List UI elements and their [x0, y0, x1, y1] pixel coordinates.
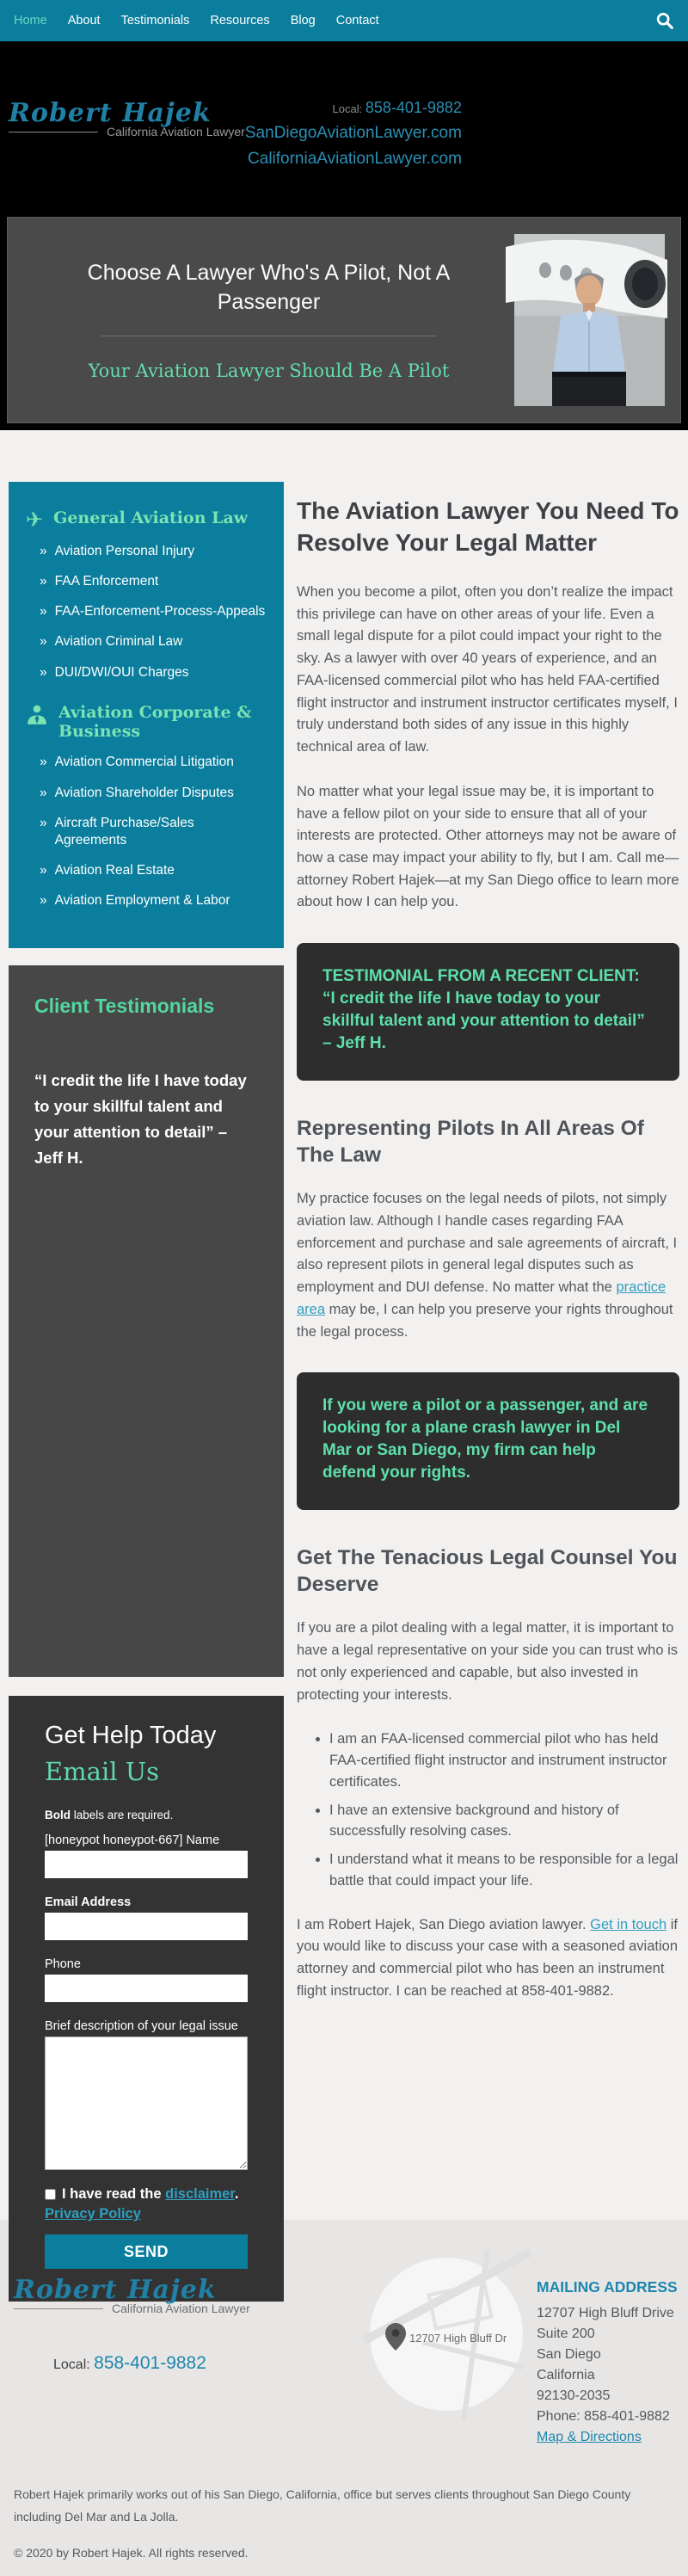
site-logo[interactable] — [9, 98, 245, 167]
footer-phone-link[interactable]: 858-401-9882 — [94, 2353, 206, 2373]
sidebar-item-label: Aircraft Purchase/Sales Agreements — [54, 815, 194, 847]
testimonial-quote: “I credit the life I have today to your skillful talent and your attention to detail” – Jeff H. — [34, 1071, 247, 1168]
footer-local-line — [14, 2353, 370, 2374]
hero-subtitle: Your Aviation Lawyer Should Be A Pilot — [88, 361, 450, 382]
sidebar-item-label: FAA Enforcement — [54, 574, 159, 589]
disclaimer-checkbox[interactable] — [45, 2189, 56, 2200]
article-content — [297, 482, 679, 2024]
disclaimer-label: I have read the disclaimer. — [62, 2186, 239, 2203]
nav-item-contact[interactable]: Contact — [335, 14, 379, 28]
practice-paragraph: My practice focuses on the legal needs of pilots, not simply aviation law. Although I handle cases regarding FAA enforcement and purchase and sale agreements of aircraft, I also represent pilots in general legal disputes such as employment and DUI defense. No matter what the practice area may be, I can help you preserve your rights throughout the legal process. — [297, 1191, 678, 1340]
sidebar-group-general-aviation[interactable] — [26, 509, 267, 530]
phone-input[interactable] — [45, 1975, 248, 2002]
map-block — [427, 2281, 494, 2331]
chevron-right-icon: » — [40, 664, 47, 680]
main-section — [0, 430, 688, 2260]
businessman-icon — [26, 704, 48, 726]
nav-item-testimonials[interactable]: Testimonials — [120, 14, 190, 28]
form-required-note: Bold labels are required. — [45, 1809, 174, 1822]
list-item: • I understand what it means to be responsible for a legal battle that could impact your life. — [329, 1849, 679, 1892]
sidebar-item-label: Aviation Employment & Labor — [54, 893, 230, 909]
nav-item-resources[interactable]: Resources — [210, 14, 270, 28]
local-label: Local: — [332, 102, 366, 115]
chevron-right-icon: » — [40, 862, 47, 878]
email-input[interactable] — [45, 1913, 248, 1940]
office-map-thumbnail — [370, 2258, 523, 2411]
privacy-policy-link[interactable]: Privacy Policy — [45, 2206, 141, 2222]
map-street-label: 12707 High Bluff Dr — [409, 2332, 507, 2345]
nav-item-blog[interactable]: Blog — [290, 14, 316, 28]
section-heading-tenacious-counsel: Get The Tenacious Legal Counsel You Deserve — [297, 1545, 678, 1597]
practice-areas-nav — [9, 482, 284, 948]
sidebar-item-faa-appeals[interactable] — [40, 603, 267, 620]
logo-name: Robert Hajek — [9, 98, 212, 128]
testimonials-widget-title: Client Testimonials — [34, 995, 215, 1018]
footer-logo-name: Robert Hajek — [14, 2275, 217, 2305]
footer-local-label: Local: — [53, 2357, 95, 2372]
name-field-label: [honeypot honeypot-667] Name — [45, 1833, 220, 1848]
list-item: • I have an extensive background and history of successfully resolving cases. — [329, 1800, 679, 1843]
footer-phone-line: Phone: 858-401-9882 — [537, 2409, 670, 2424]
chevron-right-icon: » — [40, 574, 47, 589]
chevron-right-icon: » — [40, 755, 47, 770]
address-line: Suite 200 — [537, 2326, 595, 2341]
sidebar-item-label: Aviation Commercial Litigation — [54, 755, 234, 770]
sidebar-item-real-estate[interactable] — [40, 862, 267, 879]
chevron-right-icon: » — [40, 604, 47, 619]
copyright-notice: © 2020 by Robert Hajek. All rights reserved. — [14, 2545, 249, 2560]
intro-paragraph: When you become a pilot, often you don’t realize the impact this privilege can have on other areas of your life. Even a small legal dispute for a pilot could impact your right to the sky. As a lawyer with over 40 years of experience, and an FAA-licensed commercial pilot who has held FAA-certified flight instructor and instrument instructor certificates myself, I truly understand both sides of any issue in this highly technical area of law. — [297, 583, 678, 755]
top-navigation — [0, 0, 688, 41]
practice-area-link[interactable]: practice area — [297, 1279, 666, 1317]
mailing-address-title: MAILING ADDRESS — [537, 2278, 678, 2296]
site-header — [0, 41, 688, 430]
sidebar-item-label: Aviation Personal Injury — [54, 544, 195, 558]
mailing-address-block — [537, 2258, 678, 2448]
sidebar-item-label: FAA-Enforcement-Process-Appeals — [54, 604, 266, 619]
sidebar-item-purchase-sales[interactable] — [40, 815, 267, 849]
footer-disclaimer: Robert Hajek primarily works out of his San Diego, California, office but serves clients throughout San Diego County including Del Mar and La Jolla. — [14, 2487, 631, 2524]
sidebar — [9, 482, 284, 2302]
sidebar-item-shareholder-disputes[interactable] — [40, 785, 267, 802]
hero-title: Choose A Lawyer Who's A Pilot, Not A Passenger — [87, 260, 451, 314]
map-pin-icon — [385, 2323, 406, 2351]
sidebar-item-dui-charges[interactable] — [40, 664, 267, 681]
footer-logo-tagline: California Aviation Lawyer — [112, 2302, 250, 2315]
footer-logo-underline — [14, 2308, 103, 2309]
domain-link-california[interactable]: CaliforniaAviationLawyer.com — [248, 150, 462, 168]
client-testimonials-widget — [9, 965, 284, 1677]
name-input[interactable] — [45, 1851, 248, 1878]
sidebar-item-label: Aviation Criminal Law — [54, 634, 183, 650]
chevron-right-icon: » — [40, 544, 47, 558]
page-title: The Aviation Lawyer You Need To Resolve Your Legal Matter — [297, 497, 679, 556]
chevron-right-icon: » — [40, 815, 47, 830]
list-item: • I am an FAA-licensed commercial pilot who has held FAA-certified flight instructor and instrument instructor certificates. — [329, 1729, 679, 1792]
hero-banner — [7, 217, 681, 423]
plane-crash-callout: If you were a pilot or a passenger, and are looking for a plane crash lawyer in Del Mar or San Diego, my firm can help defend your rights. — [297, 1372, 679, 1509]
testimonial-callout: TESTIMONIAL FROM A RECENT CLIENT: “I credit the life I have today to your skillful talent and your attention to detail” – Jeff H. — [297, 943, 679, 1080]
contact-form-widget — [9, 1696, 284, 2302]
sidebar-item-label: Aviation Shareholder Disputes — [54, 785, 234, 800]
header-phone-link[interactable]: 858-401-9882 — [365, 99, 462, 116]
nav-item-home[interactable]: Home — [14, 14, 47, 28]
sidebar-item-employment-labor[interactable] — [40, 892, 267, 909]
sidebar-item-commercial-litigation[interactable] — [40, 754, 267, 771]
chevron-right-icon: » — [40, 634, 47, 650]
form-title: Get Help Today — [45, 1722, 217, 1750]
sidebar-item-personal-injury[interactable] — [40, 543, 267, 560]
description-field-label: Brief description of your legal issue — [45, 2019, 238, 2034]
section-heading-representing-pilots: Representing Pilots In All Areas Of The Law — [297, 1116, 644, 1168]
domain-link-sandiego[interactable]: SanDiegoAviationLawyer.com — [244, 124, 462, 142]
counsel-paragraph: If you are a pilot dealing with a legal matter, it is important to have a legal representative on your side you can trust who is not only experienced and capable, but also invested in protecting your interests. — [297, 1620, 679, 1703]
search-icon[interactable] — [655, 11, 674, 30]
address-line: 12707 High Bluff Drive — [537, 2306, 674, 2320]
address-line: California — [537, 2368, 595, 2382]
second-paragraph: No matter what your legal issue may be, it is important to have a fellow pilot on your side to ensure that all of your interests are protected. Other attorneys may not be aware of how a case may impact your ability to fly, but I am. Call me—attorney Robert Hajek—at my San Diego office to learn more about how I can help you. — [297, 783, 679, 910]
header-local-line — [245, 100, 462, 115]
sidebar-group-title: Aviation Corporate & Business — [58, 702, 252, 741]
send-button[interactable]: SEND — [45, 2234, 248, 2269]
email-field-label: Email Address — [45, 1895, 132, 1910]
footer-logo — [14, 2275, 370, 2315]
form-subtitle: Email Us — [45, 1757, 160, 1787]
address-line: 92130-2035 — [537, 2388, 611, 2403]
sidebar-item-label: Aviation Real Estate — [54, 862, 175, 878]
nav-item-about[interactable]: About — [67, 14, 101, 28]
attorney-photo — [514, 234, 665, 406]
description-textarea[interactable] — [45, 2037, 248, 2170]
logo-tagline: California Aviation Lawyer — [107, 125, 245, 139]
chevron-right-icon: » — [40, 893, 47, 909]
airplane-icon: ✈ — [26, 508, 44, 532]
sidebar-group-corporate-business[interactable] — [26, 704, 267, 742]
disclaimer-link[interactable]: disclaimer — [165, 2186, 235, 2203]
chevron-right-icon: » — [40, 785, 47, 800]
address-line: San Diego — [537, 2347, 601, 2362]
phone-field-label: Phone — [45, 1957, 81, 1972]
sidebar-group-title: General Aviation Law — [53, 508, 249, 527]
map-directions-link[interactable]: Map & Directions — [537, 2430, 642, 2444]
sidebar-item-criminal-law[interactable] — [40, 633, 267, 650]
get-in-touch-link[interactable]: Get in touch — [590, 1916, 667, 1932]
credentials-list — [297, 1729, 679, 1891]
sidebar-item-faa-enforcement[interactable] — [40, 573, 267, 590]
sidebar-item-label: DUI/DWI/OUI Charges — [54, 664, 189, 680]
header-contact-block — [245, 98, 462, 167]
closing-paragraph: I am Robert Hajek, San Diego aviation lawyer. Get in touch if you would like to discuss your case with a seasoned aviation attorney and commercial pilot who has been an instrument flight instructor. I can be reached at 858-401-9882. — [297, 1916, 678, 1999]
